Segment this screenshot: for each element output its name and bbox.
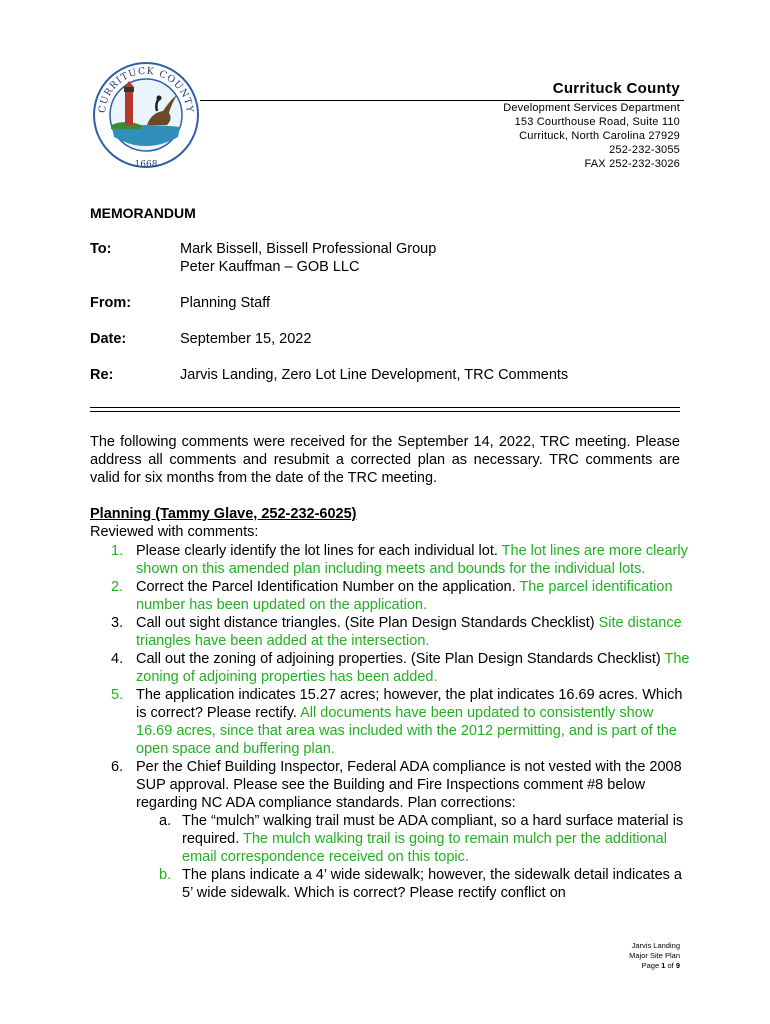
org-address-1: 153 Courthouse Road, Suite 110 [514,116,680,128]
comment-item [90,542,690,578]
to-label: To: [90,241,112,257]
memo-title: MEMORANDUM [90,205,196,221]
org-phone: 252-232-3055 [609,144,680,156]
subitem-response: The mulch walking trail is going to remain mulch per the additional email correspondence received on this topic. [182,831,667,865]
footer-page-number [629,961,680,971]
item-response: Site distance triangles have been added at the intersection. [136,615,682,649]
comment-item [90,614,690,650]
org-name: Currituck County [552,80,680,97]
subitem-text: The plans indicate a 4’ wide sidewalk; however, the sidewalk detail indicates a 5’ wide sidewalk. Which is correct? Please rectify conflict on [182,867,682,901]
item-response: The lot lines are more clearly shown on this amended plan including meets and bounds for the individual lots. [136,543,688,577]
comment-item [90,578,690,614]
re-value: Jarvis Landing, Zero Lot Line Development, TRC Comments [180,367,569,383]
org-block [503,80,680,171]
item-number: 1. [111,543,124,559]
item-text: Per the Chief Building Inspector, Federal ADA compliance is not vested with the 2008 SUP approval. Please see the Building and Fire Inspections comment #8 below regarding NC ADA compliance standards. Plan corrections: [136,759,682,811]
to-line-2: Peter Kauffman – GOB LLC [180,259,360,275]
intro-paragraph: The following comments were received for the September 14, 2022, TRC meeting. Please address all comments and resubmit a corrected plan as necessary. TRC comments are valid for six months from the date of the TRC meeting. [90,434,680,486]
item-number: 5. [111,687,124,703]
org-department: Development Services Department [503,102,680,114]
subitem-text: The “mulch” walking trail must be ADA compliant, so a hard surface material is required. [182,813,684,847]
page-total: 9 [675,961,680,970]
item-text: Call out the zoning of adjoining properties. (Site Plan Design Standards Checklist) [136,651,665,667]
comment-item [90,650,690,686]
svg-text:CURRITUCK COUNTY: CURRITUCK COUNTY [96,65,196,114]
to-line-1: Mark Bissell, Bissell Professional Group [180,241,437,257]
item-number: 3. [111,615,124,631]
subitem-letter: a. [159,813,172,829]
page-prefix: Page [641,961,662,970]
footer-plan-type: Major Site Plan [629,951,680,960]
section-subheading: Reviewed with comments: [90,524,259,540]
from-label: From: [90,295,132,311]
item-text: Correct the Parcel Identification Number on the application. [136,579,520,595]
item-text: Please clearly identify the lot lines for each individual lot. [136,543,502,559]
comment-subitem [136,866,690,902]
comment-item [90,686,690,758]
to-value [180,240,700,276]
org-address-2: Currituck, North Carolina 27929 [519,130,680,142]
item-number: 4. [111,651,124,667]
page-footer [629,941,680,971]
comment-subitem [136,812,690,866]
subitem-letter: b. [159,867,172,883]
section-divider [90,407,680,412]
item-text: The application indicates 15.27 acres; however, the plat indicates 16.69 acres. Which is correct? Please rectify. [136,687,683,721]
from-value: Planning Staff [180,295,271,311]
org-fax: FAX 252-232-3026 [584,158,680,170]
comment-list [90,542,690,902]
date-label: Date: [90,331,127,347]
item-number: 6. [111,759,124,775]
section-heading: Planning (Tammy Glave, 252-232-6025) [90,506,357,522]
item-text: Call out sight distance triangles. (Site Plan Design Standards Checklist) [136,615,599,631]
footer-project: Jarvis Landing [631,941,680,950]
page-of: of [665,961,676,970]
item-response: The zoning of adjoining properties has been added. [136,651,690,685]
seal-year: 1668 [134,160,158,170]
item-response: All documents have been updated to consistently show 16.69 acres, since that area was included with the 2012 permitting, and is part of the open space and buffering plan. [136,705,677,757]
re-label: Re: [90,367,114,383]
page-current: 1 [661,961,666,970]
item-response: The parcel identification number has been updated on the application. [136,579,673,613]
comment-item [90,758,690,902]
county-seal-logo [91,55,201,173]
date-value: September 15, 2022 [180,331,312,347]
item-number: 2. [111,579,124,595]
